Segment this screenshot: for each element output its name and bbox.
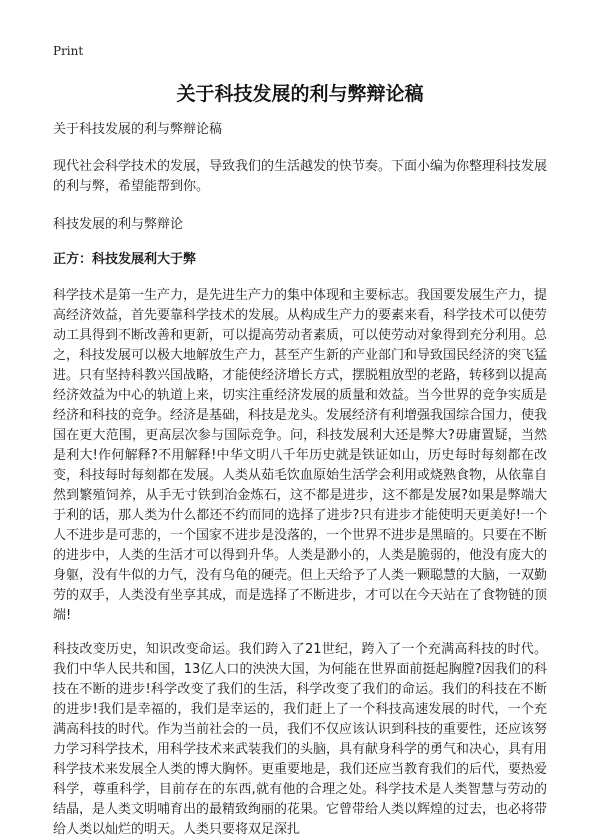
section-heading: 正方：科技发展利大于弊 [53,252,197,267]
section-subtitle: 科技发展的利与弊辩论 [53,217,184,232]
document-body [53,120,547,840]
subtitle: 关于科技发展的利与弊辩论稿 [53,122,223,137]
body-paragraph-1: 科学技术是第一生产力，是先进生产力的集中体现和主要标志。我国要发展生产力，提高经济效益，首先要靠科学技术的发展。从构成生产力的要素来看，科学技术可以使劳动工具得到不断改善和更新，可以提高劳动者素质，可以使劳动对象得到充分利用。总之，科技发展可以极大地解放生产力，甚至产生新的产业部门和导致国民经济的突飞猛进。只有坚持科教兴国战略，才能使经济增长方式，摆脱粗放型的老路，转移到以提高经济效益为中心的轨道上来，切实注重经济发展的质量和效益。当今世界的竞争实质是经济和科技的竞争。经济是基础，科技是龙头。发展经济有利增强我国综合国力，使我国在更大范围，更高层次参与国际竞争。问，科技发展利大还是弊大?毋庸置疑，当然是利大!作何解释?不用解释!中华文明八千年历史就是铁证如山，历史每时每刻都在改变，科技每时每刻都在发展。人类从茹毛饮血原始生活学会利用或烧熟食物，从依靠自然到繁殖饲养，从手无寸铁到冶金炼石，这不都是进步，这不都是发展?如果是弊端大于利的话，那人类为什么都还不约而同的选择了进步?只有进步才能使明天更美好!一个人不进步是可悲的，一个国家不进步是没落的，一个世界不进步是黑暗的。只要在不断的进步中，人类的生活才可以得到升华。人类是渺小的，人类是脆弱的，他没有庞大的身躯，没有牛似的力气，没有乌龟的硬壳。但上天给予了人类一颗聪慧的大脑，一双勤劳的双手，人类没有坐享其成，而是选择了不断进步，才可以在今天站在了食物链的顶端! [53,288,548,623]
page-title: 关于科技发展的利与弊辩论稿 [176,83,424,105]
print-label: Print [53,44,84,58]
body-paragraph-2: 科技改变历史，知识改变命运。我们跨入了21世纪，跨入了一个充满高科技的时代。我们中华人民共和国，13亿人口的泱泱大国，为何能在世界面前挺起胸膛?因我们的科技在不断的进步!科学改变了我们的生活，科学改变了我们的命运。我们的科技在不断的进步!我们是幸福的，我们是幸运的，我们赶上了一个科技高速发展的时代，一个充满高科技的时代。作为当前社会的一员，我们不仅应该认识到科技的重要性，还应该努力学习科学技术，用科学技术来武装我们的头脑，具有献身科学的勇气和决心，具有用科学技术来发展全人类的博大胸怀。更重要地是，我们还应当教育我们的后代，要热爱科学，尊重科学，目前存在的东西,就有他的合理之处。科学技术是人类智慧与劳动的结晶，是人类文明哺育出的最精致绚丽的花果。它曾带给人类以辉煌的过去，也必将带给人类以灿烂的明天。人类只要将双足深扎 [53,642,548,837]
intro-paragraph: 现代社会科学技术的发展，导致我们的生活越发的快节奏。下面小编为你整理科技发展的利与弊，希望能帮到你。 [53,159,548,194]
